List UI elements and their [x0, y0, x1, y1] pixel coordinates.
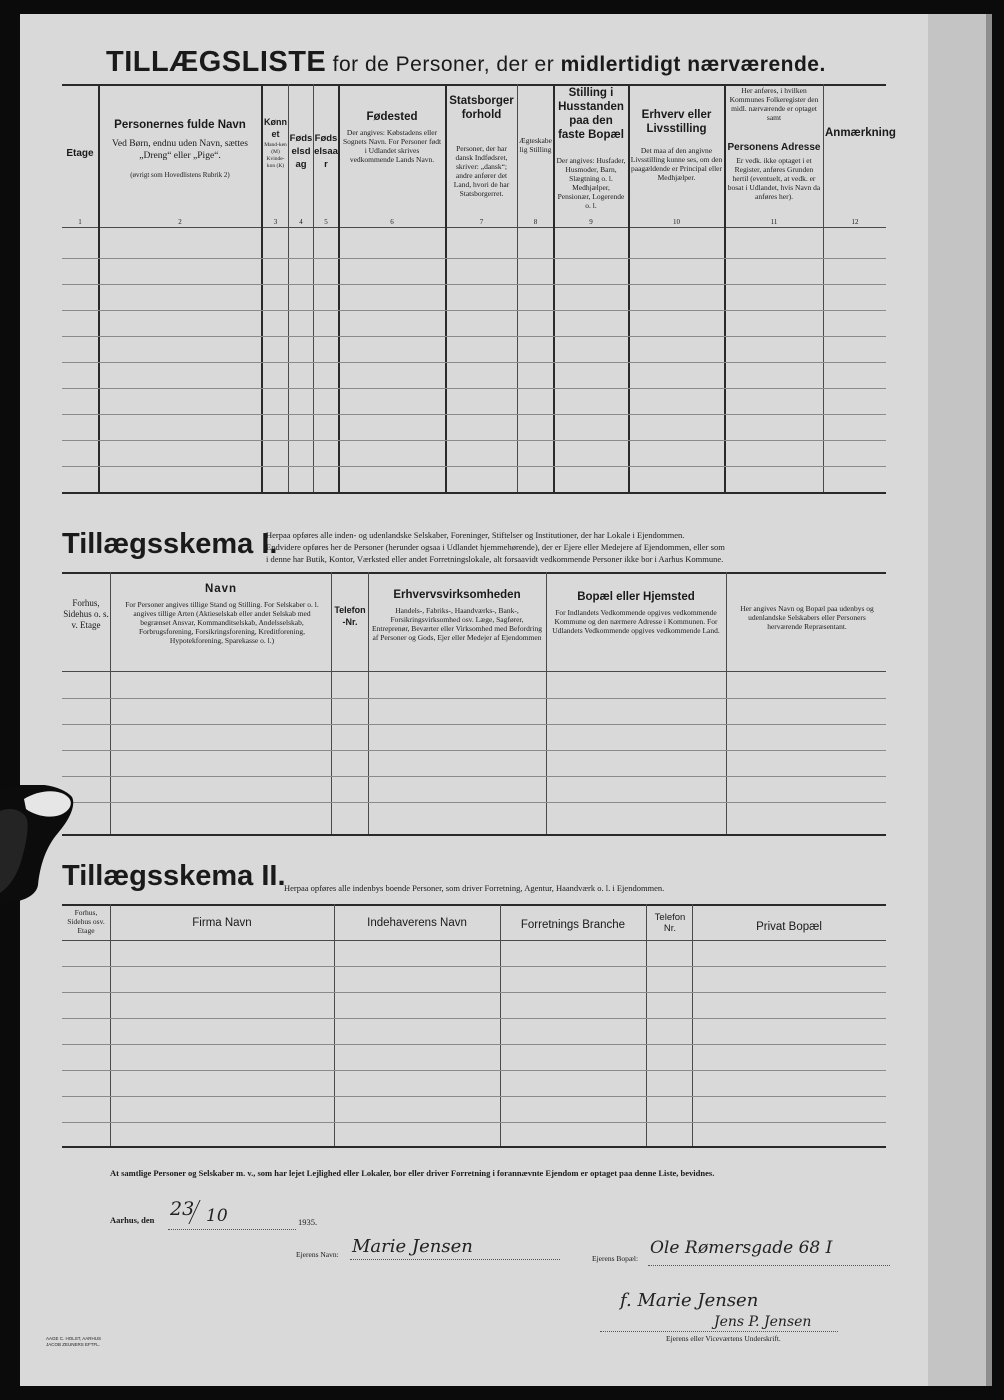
- skema1-col-bopael-sub: For Indlandets Vedkommende opgives vedkommende Kommune og den nærmere Adresse i Kommunen. For Udlandets Vedkommende opgives vedkommende Land.: [552, 608, 720, 635]
- footer-year: 1935.: [298, 1217, 318, 1227]
- signature-line: [600, 1329, 838, 1332]
- next-page-edge: [928, 14, 986, 1386]
- col-header-koennet: Kønnet: [264, 117, 287, 139]
- skema1-col-divider: [368, 572, 369, 834]
- skema1-title: Tillægsskema I.: [62, 528, 278, 560]
- skema1-col-navn-sub: For Personer angives tillige Stand og Stilling. For Selskaber o. l. angives tillige Arten (Aktieselskab eller andet Selskab med begrænset Ansvar, Kommanditselskab, Andelsselskab, Forbrugsforening, Forsikringsforening, Kreditforening, Hypotekforening, Sparekasse o. l.): [125, 600, 319, 645]
- skema2-col-firma: Firma Navn: [192, 917, 252, 929]
- skema2-col-divider: [692, 904, 693, 1146]
- footer-city: Aarhus, den: [110, 1215, 155, 1225]
- col-sub-foedested: Der angives: Købstadens eller Sognets Navn. For Personer født i Udlandet skrives vedkommende Lands Navn.: [342, 128, 442, 164]
- owner-address-label: Ejerens Bopæl:: [592, 1254, 639, 1263]
- col-header-foedselsdag: Fødselsdag: [289, 133, 313, 170]
- signature-2: Jens P. Jensen: [714, 1314, 812, 1330]
- list-bottom-rule: [62, 492, 886, 494]
- col-number: 2: [178, 218, 182, 226]
- list-row-line: [62, 414, 886, 415]
- col-number: 1: [78, 218, 82, 226]
- col-number: 7: [479, 218, 484, 226]
- title-mid: for de Personer, der er: [326, 53, 561, 76]
- skema2-row-line: [62, 1070, 886, 1071]
- owner-name-signature: Marie Jensen: [352, 1236, 473, 1257]
- list-col-divider: [98, 84, 100, 492]
- list-header-bottom: [62, 227, 886, 228]
- list-row-line: [62, 440, 886, 441]
- list-row-line: [62, 258, 886, 259]
- col-sub-navn: Ved Børn, endnu uden Navn, sættes „Dreng“ eller „Pige“.: [112, 139, 248, 161]
- skema1-top-rule: [62, 572, 886, 574]
- skema1-row-line: [62, 698, 886, 699]
- skema1-intro-line: i denne har Butik, Kontor, Værksted eller andet Forretningslokale, alt forsaavidt vedkommende Personer ikke bor i Aarhus Kommune.: [266, 554, 724, 564]
- col-header-statsborger: Statsborgerforhold: [449, 95, 514, 121]
- skema2-top-rule: [62, 904, 886, 906]
- skema2-col-telefon: Telefon Nr.: [654, 912, 686, 934]
- skema1-intro: [266, 529, 906, 565]
- skema1-col-etage: Forhus, Sidehus o. s. v. Etage: [63, 598, 109, 630]
- skema2-row-line: [62, 1122, 886, 1123]
- skema2-col-divider: [334, 904, 335, 1146]
- col-header-navn: Personernes fulde Navn: [114, 119, 246, 131]
- skema1-col-erhverv-sub: Handels-, Fabriks-, Haandværks-, Bank-, Forsikringsvirksomhed osv. Læge, Sagfører, Entreprenør, Beværter eller Virksomhed med Befordring af Personer og Gods, Ejer eller Medejer af Ejendommen: [372, 606, 542, 642]
- col-header-aegteskab: Ægteskabelig Stilling: [519, 136, 552, 154]
- owner-address-handwritten: Ole Rømersgade 68 I: [650, 1238, 833, 1258]
- skema1-header-bottom: [62, 671, 886, 672]
- col-sub-koennet: Mand-ken (M) Kvinde-kon (K): [264, 142, 287, 169]
- list-col-divider: [823, 84, 824, 492]
- date-day-handwritten: 23: [170, 1198, 195, 1220]
- col-sub-statsborger: Personer, der har dansk Indfødsret, skriver: „dansk“; andre anfører det Land, hvori de har Statsborgerret.: [453, 144, 510, 198]
- title-main: TILLÆGSLISTE: [106, 46, 327, 78]
- list-row-line: [62, 362, 886, 363]
- col-number: 10: [673, 218, 680, 226]
- skema1-intro-line: Herpaa opføres alle inden- og udenlandske Selskaber, Foreninger, Stiftelser og Institutioner, der har Lokale i Ejendommen.: [266, 530, 685, 540]
- signature-label: Ejerens eller Viceværtens Underskrift.: [666, 1334, 781, 1343]
- col-header-anmaerkning: Anmærkning: [825, 127, 896, 139]
- skema2-row-line: [62, 992, 886, 993]
- skema1-row-line: [62, 724, 886, 725]
- skema1-col-divider: [331, 572, 332, 834]
- list-col-divider: [517, 84, 518, 492]
- skema2-col-divider: [110, 904, 111, 1146]
- skema1-col-divider: [546, 572, 547, 834]
- col-number: 4: [299, 218, 303, 226]
- col-number: 6: [390, 218, 394, 226]
- skema2-title: Tillægsskema II.: [62, 860, 286, 892]
- col-header-stilling: Stilling i Husstanden paa den faste Bopæl: [558, 87, 624, 141]
- col-sub-stilling: Der angives: Husfader, Husmoder, Barn, Slægtning o. l. Medhjælper, Pensionær, Logerende o. l.: [556, 156, 626, 210]
- col-pre-adresse: Her anføres, i hvilken Kommunes Folkeregister den midl. nærværende er optaget samt: [729, 86, 819, 122]
- skema2-row-line: [62, 1096, 886, 1097]
- col-number: 12: [851, 218, 859, 226]
- list-row-line: [62, 284, 886, 285]
- col-sub-erhverv: Det maa af den angivne Livsstilling kunne ses, om den paagældende er Principal eller Medhjælper.: [630, 146, 723, 182]
- title-end: midlertidigt nærværende.: [560, 53, 826, 76]
- document-page: [20, 14, 928, 1386]
- list-col-divider: [553, 84, 555, 492]
- thumb-shadow: [0, 785, 75, 905]
- skema2-col-etage: Forhus, Sidehus osv. Etage: [67, 908, 105, 935]
- col-header-etage: Etage: [66, 148, 94, 159]
- skema2-row-line: [62, 1018, 886, 1019]
- skema1-col-divider: [110, 572, 111, 834]
- col-number: 11: [770, 218, 778, 226]
- col-header-erhverv: Erhverv eller Livsstilling: [641, 109, 712, 135]
- skema1-col-repraesentant: Her angives Navn og Bopæl paa udenbys og udenlandske Selskabers eller Personers herværende Repræsentant.: [740, 604, 874, 631]
- skema2-col-branche: Forretnings Branche: [520, 919, 626, 931]
- skema1-col-bopael: Bopæl eller Hjemsted: [577, 591, 695, 603]
- col-sub-adresse: Er vedk. ikke optaget i et Register, anføres Grunden hertil (eventuelt, at vedk. er bosat i Udlandet, hvis Navn da anføres her).: [727, 156, 821, 201]
- skema1-intro-line: Endvidere opføres her de Personer (herunder ogsaa i Udlandet hjemmehørende), der er Ejere eller Medejere af Ejendommen, eller som: [266, 542, 725, 552]
- skema1-row-line: [62, 802, 886, 803]
- skema1-col-divider: [726, 572, 727, 834]
- date-dotted-line: [168, 1223, 296, 1230]
- col-number: 8: [533, 218, 538, 226]
- skema2-header-bottom: [62, 940, 886, 941]
- skema1-col-navn: Navn: [204, 583, 238, 595]
- col-header-foedselsaar: Fødselsaar: [314, 133, 338, 170]
- col-header-foedested: Fødested: [366, 111, 418, 123]
- skema2-row-line: [62, 1044, 886, 1045]
- list-row-line: [62, 466, 886, 467]
- skema2-row-line: [62, 966, 886, 967]
- skema2-col-privat-bopael: Privat Bopæl: [756, 921, 822, 933]
- footer-statement: At samtlige Personer og Selskaber m. v., som har lejet Lejlighed eller Lokaler, bor eller driver Forretning i forannævnte Ejendom er optaget paa denne Liste, bevidnes.: [110, 1168, 715, 1178]
- list-col-divider: [338, 84, 340, 492]
- owner-address-line: [648, 1261, 890, 1266]
- skema2-col-divider: [500, 904, 501, 1146]
- page-title: [106, 46, 866, 79]
- printer-mark: AAGE C. HOLST, AARHUS JACOB ZEUNERS EFTFL.: [46, 1336, 102, 1347]
- col-header-adresse: Personens Adresse: [727, 142, 821, 153]
- skema2-bottom-rule: [62, 1146, 886, 1148]
- list-row-line: [62, 310, 886, 311]
- skema2-col-divider: [646, 904, 647, 1146]
- skema1-row-line: [62, 750, 886, 751]
- owner-name-label: Ejerens Navn:: [296, 1250, 339, 1259]
- col-number: 5: [324, 218, 328, 226]
- list-row-line: [62, 336, 886, 337]
- col-sub2-navn: (øvrigt som Hovedlistens Rubrik 2): [130, 171, 230, 179]
- skema1-col-telefon: Telefon-Nr.: [334, 605, 366, 627]
- skema2-intro: Herpaa opføres alle indenbys boende Personer, som driver Forretning, Agentur, Haandværk o. l. i Ejendommen.: [284, 883, 665, 893]
- skema2-col-indehaver: Indehaverens Navn: [367, 917, 467, 929]
- date-month-handwritten: 10: [206, 1206, 228, 1226]
- binding-shadow: [986, 14, 992, 1386]
- skema1-row-line: [62, 776, 886, 777]
- signature-1: f. Marie Jensen: [620, 1290, 759, 1311]
- skema1-col-erhverv: Erhvervsvirksomheden: [393, 589, 521, 601]
- list-row-line: [62, 388, 886, 389]
- col-number: 3: [273, 218, 278, 226]
- col-number: 9: [589, 218, 593, 226]
- list-col-divider: [445, 84, 447, 492]
- skema1-bottom-rule: [62, 834, 886, 836]
